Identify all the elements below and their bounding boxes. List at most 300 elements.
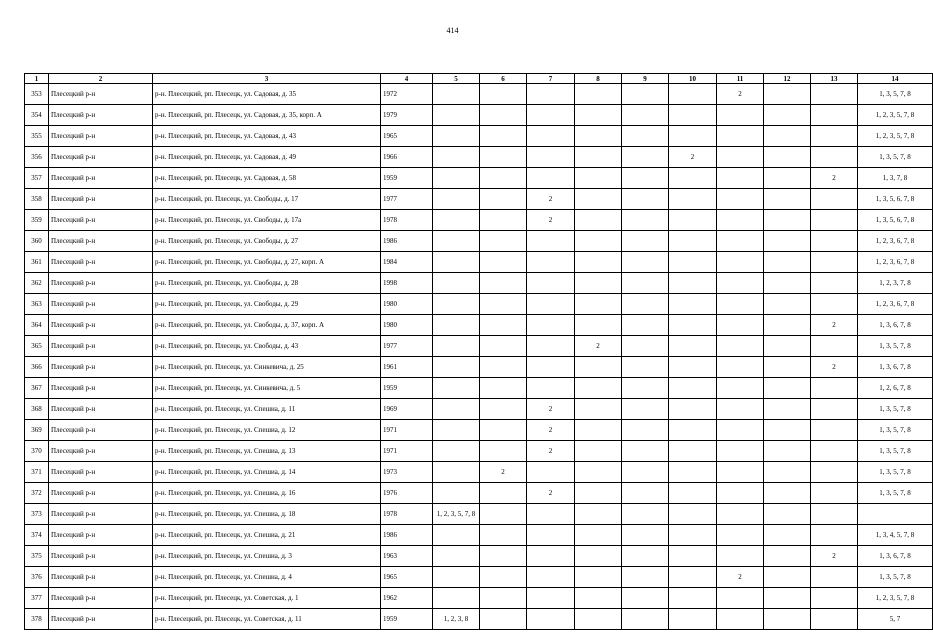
district-cell: Плесецкий р-н: [49, 525, 153, 546]
column-10-cell: [669, 168, 717, 189]
column-6-cell: [480, 126, 527, 147]
table-row: [25, 525, 933, 546]
column-8-cell: [575, 357, 622, 378]
column-5-cell: [433, 546, 480, 567]
column-11-cell: [717, 483, 764, 504]
address-cell: р-н. Плесецкий, рп. Плесецк, ул. Спешиа, д. 21: [153, 525, 381, 546]
column-12-cell: [764, 294, 811, 315]
column-12-cell: [764, 504, 811, 525]
table-row: [25, 168, 933, 189]
column-11-cell: [717, 126, 764, 147]
address-cell: р-н. Плесецкий, рп. Плесецк, ул. Синкевича, д. 25: [153, 357, 381, 378]
column-13-cell: [811, 252, 858, 273]
column-8-cell: [575, 504, 622, 525]
column-6-cell: [480, 84, 527, 105]
column-8-cell: [575, 126, 622, 147]
row-number-cell: 366: [25, 357, 49, 378]
column-11-cell: [717, 336, 764, 357]
table-row: [25, 588, 933, 609]
table-row: [25, 147, 933, 168]
column-13-cell: [811, 588, 858, 609]
column-10-cell: [669, 441, 717, 462]
column-6-cell: [480, 273, 527, 294]
column-14-cell: 1, 3, 5, 7, 8: [858, 147, 933, 168]
column-13-cell: [811, 273, 858, 294]
year-cell: 1969: [381, 399, 433, 420]
address-cell: р-н. Плесецкий, рп. Плесецк, ул. Свободы, д. 29: [153, 294, 381, 315]
column-11-cell: 2: [717, 567, 764, 588]
row-number-cell: 365: [25, 336, 49, 357]
column-11-cell: [717, 168, 764, 189]
column-7-cell: [527, 84, 575, 105]
column-11-cell: [717, 315, 764, 336]
column-8-cell: [575, 609, 622, 630]
column-7-cell: 2: [527, 483, 575, 504]
table-row: [25, 126, 933, 147]
row-number-cell: 363: [25, 294, 49, 315]
column-6-cell: [480, 357, 527, 378]
row-number-cell: 374: [25, 525, 49, 546]
column-14-cell: 1, 3, 7, 8: [858, 168, 933, 189]
column-14-cell: 1, 2, 3, 6, 7, 8: [858, 252, 933, 273]
column-6-cell: [480, 252, 527, 273]
column-7-cell: 2: [527, 210, 575, 231]
column-10-cell: [669, 420, 717, 441]
column-9-cell: [622, 588, 669, 609]
column-14-cell: 1, 3, 5, 7, 8: [858, 399, 933, 420]
column-10-cell: [669, 483, 717, 504]
column-9-cell: [622, 399, 669, 420]
column-10-cell: [669, 189, 717, 210]
column-8-cell: [575, 105, 622, 126]
district-cell: Плесецкий р-н: [49, 609, 153, 630]
address-cell: р-н. Плесецкий, рп. Плесецк, ул. Спешиа, д. 11: [153, 399, 381, 420]
year-cell: 1973: [381, 462, 433, 483]
column-7-cell: [527, 357, 575, 378]
column-header-11: 11: [717, 74, 764, 84]
column-13-cell: 2: [811, 168, 858, 189]
column-9-cell: [622, 315, 669, 336]
year-cell: 1966: [381, 147, 433, 168]
district-cell: Плесецкий р-н: [49, 294, 153, 315]
column-header-4: 4: [381, 74, 433, 84]
year-cell: 1965: [381, 567, 433, 588]
address-cell: р-н. Плесецкий, рп. Плесецк, ул. Спешиа, д. 14: [153, 462, 381, 483]
address-cell: р-н. Плесецкий, рп. Плесецк, ул. Спешиа, д. 16: [153, 483, 381, 504]
column-6-cell: [480, 588, 527, 609]
column-14-cell: 1, 3, 5, 6, 7, 8: [858, 210, 933, 231]
column-11-cell: [717, 504, 764, 525]
column-12-cell: [764, 441, 811, 462]
column-5-cell: [433, 378, 480, 399]
column-9-cell: [622, 546, 669, 567]
registry-table: [24, 73, 933, 630]
column-6-cell: [480, 420, 527, 441]
column-12-cell: [764, 336, 811, 357]
column-7-cell: 2: [527, 420, 575, 441]
row-number-cell: 354: [25, 105, 49, 126]
column-10-cell: [669, 210, 717, 231]
column-12-cell: [764, 105, 811, 126]
column-5-cell: 1, 2, 3, 5, 7, 8: [433, 504, 480, 525]
address-cell: р-н. Плесецкий, рп. Плесецк, ул. Свободы, д. 17: [153, 189, 381, 210]
column-12-cell: [764, 357, 811, 378]
table-body: [25, 84, 933, 630]
district-cell: Плесецкий р-н: [49, 273, 153, 294]
column-6-cell: [480, 567, 527, 588]
column-11-cell: [717, 588, 764, 609]
column-13-cell: [811, 567, 858, 588]
column-9-cell: [622, 336, 669, 357]
district-cell: Плесецкий р-н: [49, 315, 153, 336]
column-12-cell: [764, 252, 811, 273]
column-12-cell: [764, 231, 811, 252]
column-9-cell: [622, 147, 669, 168]
column-12-cell: [764, 588, 811, 609]
column-13-cell: [811, 462, 858, 483]
column-11-cell: [717, 462, 764, 483]
address-cell: р-н. Плесецкий, рп. Плесецк, ул. Спешиа, д. 4: [153, 567, 381, 588]
table-row: [25, 231, 933, 252]
column-7-cell: [527, 231, 575, 252]
column-13-cell: [811, 126, 858, 147]
year-cell: 1959: [381, 609, 433, 630]
row-number-cell: 361: [25, 252, 49, 273]
column-7-cell: [527, 168, 575, 189]
column-13-cell: [811, 609, 858, 630]
column-6-cell: [480, 105, 527, 126]
column-6-cell: [480, 336, 527, 357]
column-5-cell: [433, 462, 480, 483]
column-8-cell: [575, 399, 622, 420]
column-14-cell: 1, 3, 5, 7, 8: [858, 483, 933, 504]
column-8-cell: [575, 420, 622, 441]
column-8-cell: [575, 546, 622, 567]
column-13-cell: 2: [811, 315, 858, 336]
column-12-cell: [764, 399, 811, 420]
table-row: [25, 252, 933, 273]
column-11-cell: [717, 189, 764, 210]
column-5-cell: [433, 567, 480, 588]
column-12-cell: [764, 462, 811, 483]
row-number-cell: 377: [25, 588, 49, 609]
column-9-cell: [622, 609, 669, 630]
column-11-cell: [717, 147, 764, 168]
column-14-cell: 1, 3, 5, 7, 8: [858, 462, 933, 483]
column-8-cell: [575, 567, 622, 588]
column-6-cell: [480, 147, 527, 168]
address-cell: р-н. Плесецкий, рп. Плесецк, ул. Свободы, д. 37, корп. А: [153, 315, 381, 336]
column-5-cell: [433, 336, 480, 357]
column-13-cell: 2: [811, 357, 858, 378]
column-11-cell: [717, 420, 764, 441]
column-14-cell: 1, 3, 4, 5, 7, 8: [858, 525, 933, 546]
row-number-cell: 370: [25, 441, 49, 462]
column-7-cell: [527, 294, 575, 315]
column-6-cell: [480, 609, 527, 630]
column-8-cell: [575, 294, 622, 315]
year-cell: 1961: [381, 357, 433, 378]
row-number-cell: 373: [25, 504, 49, 525]
table-row: [25, 504, 933, 525]
column-13-cell: [811, 189, 858, 210]
column-6-cell: [480, 483, 527, 504]
column-12-cell: [764, 525, 811, 546]
column-5-cell: [433, 420, 480, 441]
row-number-cell: 372: [25, 483, 49, 504]
column-10-cell: [669, 273, 717, 294]
column-5-cell: [433, 483, 480, 504]
table-row: [25, 189, 933, 210]
column-8-cell: [575, 462, 622, 483]
address-cell: р-н. Плесецкий, рп. Плесецк, ул. Садовая, д. 43: [153, 126, 381, 147]
column-5-cell: [433, 273, 480, 294]
row-number-cell: 376: [25, 567, 49, 588]
table-row: [25, 378, 933, 399]
column-6-cell: [480, 546, 527, 567]
year-cell: 1971: [381, 420, 433, 441]
district-cell: Плесецкий р-н: [49, 441, 153, 462]
column-8-cell: [575, 252, 622, 273]
column-7-cell: [527, 609, 575, 630]
column-5-cell: [433, 210, 480, 231]
column-11-cell: [717, 525, 764, 546]
column-header-14: 14: [858, 74, 933, 84]
column-5-cell: [433, 588, 480, 609]
column-13-cell: [811, 210, 858, 231]
page-number: 414: [446, 26, 459, 35]
column-10-cell: [669, 525, 717, 546]
row-number-cell: 353: [25, 84, 49, 105]
column-7-cell: [527, 546, 575, 567]
column-9-cell: [622, 105, 669, 126]
column-5-cell: 1, 2, 3, 8: [433, 609, 480, 630]
column-9-cell: [622, 189, 669, 210]
column-6-cell: 2: [480, 462, 527, 483]
column-10-cell: [669, 462, 717, 483]
column-10-cell: [669, 231, 717, 252]
column-12-cell: [764, 483, 811, 504]
column-14-cell: 1, 3, 5, 6, 7, 8: [858, 189, 933, 210]
column-14-cell: 5, 7: [858, 609, 933, 630]
column-header-6: 6: [480, 74, 527, 84]
row-number-cell: 360: [25, 231, 49, 252]
column-11-cell: [717, 546, 764, 567]
district-cell: Плесецкий р-н: [49, 84, 153, 105]
column-14-cell: 1, 3, 6, 7, 8: [858, 357, 933, 378]
table-row: [25, 420, 933, 441]
column-13-cell: [811, 147, 858, 168]
district-cell: Плесецкий р-н: [49, 567, 153, 588]
column-8-cell: [575, 273, 622, 294]
row-number-cell: 355: [25, 126, 49, 147]
column-header-10: 10: [669, 74, 717, 84]
column-header-13: 13: [811, 74, 858, 84]
column-8-cell: [575, 441, 622, 462]
table-row: [25, 357, 933, 378]
column-8-cell: [575, 147, 622, 168]
column-11-cell: [717, 252, 764, 273]
year-cell: 1980: [381, 294, 433, 315]
column-8-cell: [575, 84, 622, 105]
column-7-cell: [527, 504, 575, 525]
year-cell: 1978: [381, 504, 433, 525]
column-9-cell: [622, 420, 669, 441]
column-10-cell: [669, 294, 717, 315]
column-12-cell: [764, 420, 811, 441]
column-5-cell: [433, 189, 480, 210]
column-14-cell: 1, 2, 3, 5, 7, 8: [858, 126, 933, 147]
column-6-cell: [480, 399, 527, 420]
column-header-9: 9: [622, 74, 669, 84]
column-13-cell: [811, 84, 858, 105]
address-cell: р-н. Плесецкий, рп. Плесецк, ул. Садовая, д. 35: [153, 84, 381, 105]
year-cell: 1977: [381, 336, 433, 357]
district-cell: Плесецкий р-н: [49, 483, 153, 504]
column-header-12: 12: [764, 74, 811, 84]
address-cell: р-н. Плесецкий, рп. Плесецк, ул. Садовая, д. 35, корп. А: [153, 105, 381, 126]
address-cell: р-н. Плесецкий, рп. Плесецк, ул. Советская, д. 1: [153, 588, 381, 609]
row-number-cell: 356: [25, 147, 49, 168]
column-6-cell: [480, 210, 527, 231]
column-6-cell: [480, 231, 527, 252]
table-header-row: [25, 74, 933, 84]
year-cell: 1998: [381, 273, 433, 294]
column-7-cell: [527, 105, 575, 126]
year-cell: 1976: [381, 483, 433, 504]
column-13-cell: [811, 336, 858, 357]
address-cell: р-н. Плесецкий, рп. Плесецк, ул. Свободы, д. 17а: [153, 210, 381, 231]
column-14-cell: 1, 2, 3, 6, 7, 8: [858, 231, 933, 252]
column-11-cell: [717, 399, 764, 420]
district-cell: Плесецкий р-н: [49, 378, 153, 399]
column-11-cell: [717, 231, 764, 252]
table-row: [25, 84, 933, 105]
table-row: [25, 105, 933, 126]
column-header-1: 1: [25, 74, 49, 84]
row-number-cell: 368: [25, 399, 49, 420]
table-row: [25, 441, 933, 462]
column-14-cell: 1, 2, 6, 7, 8: [858, 378, 933, 399]
column-10-cell: 2: [669, 147, 717, 168]
column-7-cell: [527, 336, 575, 357]
column-9-cell: [622, 126, 669, 147]
column-5-cell: [433, 105, 480, 126]
column-13-cell: [811, 483, 858, 504]
year-cell: 1986: [381, 525, 433, 546]
district-cell: Плесецкий р-н: [49, 546, 153, 567]
table-row: [25, 294, 933, 315]
column-13-cell: [811, 441, 858, 462]
district-cell: Плесецкий р-н: [49, 147, 153, 168]
column-6-cell: [480, 294, 527, 315]
row-number-cell: 367: [25, 378, 49, 399]
column-13-cell: 2: [811, 546, 858, 567]
column-9-cell: [622, 84, 669, 105]
column-7-cell: [527, 252, 575, 273]
column-6-cell: [480, 441, 527, 462]
column-12-cell: [764, 609, 811, 630]
year-cell: 1962: [381, 588, 433, 609]
column-header-7: 7: [527, 74, 575, 84]
column-14-cell: 1, 3, 6, 7, 8: [858, 546, 933, 567]
column-6-cell: [480, 189, 527, 210]
year-cell: 1986: [381, 231, 433, 252]
column-10-cell: [669, 588, 717, 609]
row-number-cell: 359: [25, 210, 49, 231]
column-13-cell: [811, 105, 858, 126]
year-cell: 1978: [381, 210, 433, 231]
column-6-cell: [480, 315, 527, 336]
column-9-cell: [622, 462, 669, 483]
column-9-cell: [622, 357, 669, 378]
district-cell: Плесецкий р-н: [49, 420, 153, 441]
column-7-cell: [527, 462, 575, 483]
column-13-cell: [811, 294, 858, 315]
column-5-cell: [433, 441, 480, 462]
column-header-5: 5: [433, 74, 480, 84]
column-14-cell: 1, 3, 5, 7, 8: [858, 441, 933, 462]
row-number-cell: 371: [25, 462, 49, 483]
column-9-cell: [622, 441, 669, 462]
column-14-cell: 1, 3, 5, 7, 8: [858, 336, 933, 357]
column-14-cell: [858, 504, 933, 525]
row-number-cell: 369: [25, 420, 49, 441]
address-cell: р-н. Плесецкий, рп. Плесецк, ул. Синкевича, д. 5: [153, 378, 381, 399]
address-cell: р-н. Плесецкий, рп. Плесецк, ул. Свободы, д. 27, корп. А: [153, 252, 381, 273]
table-row: [25, 399, 933, 420]
column-7-cell: [527, 588, 575, 609]
column-header-2: 2: [49, 74, 153, 84]
address-cell: р-н. Плесецкий, рп. Плесецк, ул. Свободы, д. 27: [153, 231, 381, 252]
column-9-cell: [622, 378, 669, 399]
column-8-cell: [575, 168, 622, 189]
column-11-cell: [717, 294, 764, 315]
district-cell: Плесецкий р-н: [49, 189, 153, 210]
column-10-cell: [669, 357, 717, 378]
column-8-cell: [575, 231, 622, 252]
column-6-cell: [480, 525, 527, 546]
district-cell: Плесецкий р-н: [49, 588, 153, 609]
column-14-cell: 1, 2, 3, 6, 7, 8: [858, 294, 933, 315]
column-12-cell: [764, 147, 811, 168]
district-cell: Плесецкий р-н: [49, 105, 153, 126]
column-10-cell: [669, 315, 717, 336]
column-5-cell: [433, 168, 480, 189]
column-8-cell: [575, 525, 622, 546]
district-cell: Плесецкий р-н: [49, 252, 153, 273]
column-8-cell: [575, 210, 622, 231]
address-cell: р-н. Плесецкий, рп. Плесецк, ул. Советская, д. 11: [153, 609, 381, 630]
year-cell: 1972: [381, 84, 433, 105]
column-10-cell: [669, 378, 717, 399]
column-5-cell: [433, 231, 480, 252]
table-row: [25, 336, 933, 357]
row-number-cell: 378: [25, 609, 49, 630]
table-row: [25, 315, 933, 336]
column-7-cell: [527, 147, 575, 168]
column-9-cell: [622, 294, 669, 315]
district-cell: Плесецкий р-н: [49, 504, 153, 525]
year-cell: 1959: [381, 378, 433, 399]
column-8-cell: [575, 483, 622, 504]
district-cell: Плесецкий р-н: [49, 336, 153, 357]
column-12-cell: [764, 210, 811, 231]
district-cell: Плесецкий р-н: [49, 231, 153, 252]
address-cell: р-н. Плесецкий, рп. Плесецк, ул. Садовая, д. 49: [153, 147, 381, 168]
year-cell: 1963: [381, 546, 433, 567]
column-14-cell: 1, 2, 3, 7, 8: [858, 273, 933, 294]
